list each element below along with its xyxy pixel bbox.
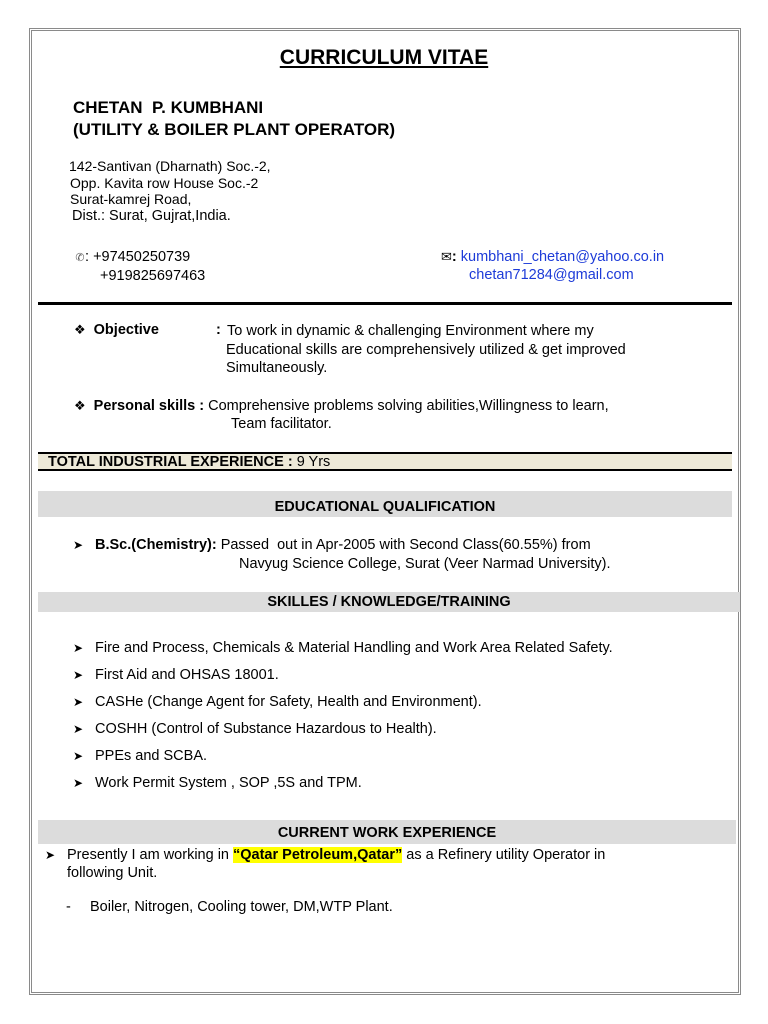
education-entry [73, 536, 591, 555]
arrow-bullet-icon: ➤ [73, 695, 84, 709]
address-line: Surat-kamrej Road, [70, 191, 192, 207]
current-work-role: as a Refinery utility Operator in [402, 847, 606, 863]
skill-text: CASHe (Change Agent for Safety, Health and Environment). [95, 694, 482, 710]
degree-name: B.Sc.(Chemistry): [95, 537, 217, 553]
skill-text: First Aid and OHSAS 18001. [95, 667, 279, 683]
envelope-icon: ✉ [441, 249, 452, 264]
total-experience-label-wrap [48, 454, 330, 470]
email-link-secondary[interactable]: chetan71284@gmail.com [469, 267, 634, 283]
personal-skills-row [74, 397, 609, 416]
diamond-bullet-icon: ❖ [74, 322, 86, 337]
current-work-intro [45, 846, 605, 865]
degree-details: Passed out in Apr-2005 with Second Class(60.55%) from [216, 537, 591, 553]
arrow-bullet-icon: ➤ [73, 668, 84, 682]
arrow-bullet-icon: ➤ [73, 722, 84, 736]
skills-heading: SKILLES / KNOWLEDGE/TRAINING [38, 592, 740, 612]
personal-skills-label: Personal skills [93, 398, 196, 414]
objective-line: Simultaneously. [226, 360, 328, 376]
current-work-intro-line2: following Unit. [67, 865, 158, 881]
document-title: CURRICULUM VITAE [279, 46, 489, 69]
skill-item [73, 775, 362, 791]
candidate-header [73, 97, 395, 141]
phone-number-secondary: +919825697463 [100, 268, 206, 284]
skill-item [73, 694, 482, 710]
skill-text: COSHH (Control of Substance Hazardous to Health). [95, 721, 437, 737]
current-work-heading: CURRENT WORK EXPERIENCE [38, 820, 736, 844]
arrow-bullet-icon: ➤ [73, 641, 84, 655]
current-work-text: Presently I am working in [67, 847, 234, 863]
arrow-bullet-icon: ➤ [73, 776, 84, 790]
dash-bullet: - [66, 899, 71, 915]
total-experience-value: 9 Yrs [296, 454, 331, 470]
objective-text [227, 322, 626, 378]
email-link-primary[interactable]: kumbhani_chetan@yahoo.co.in [460, 249, 665, 265]
personal-skills-line: Comprehensive problems solving abilities,Willingness to learn, [208, 398, 609, 414]
skill-item [73, 748, 207, 764]
header-divider [38, 302, 732, 305]
skill-item [73, 640, 613, 656]
objective-colon-text: : [216, 322, 225, 338]
address-line: 142-Santivan (Dharnath) Soc.-2, [69, 158, 271, 174]
mobile-phone-icon: ✆ [75, 252, 85, 264]
personal-skills-colon: : [195, 398, 209, 414]
phone-block [75, 248, 205, 285]
objective-line: To work in dynamic & challenging Environment where my [227, 323, 594, 339]
degree-institution: Navyug Science College, Surat (Veer Narmad University). [239, 556, 611, 572]
personal-skills-line: Team facilitator. [231, 416, 332, 432]
objective-line: Educational skills are comprehensively utilized & get improved [226, 341, 626, 358]
objective-label-row [74, 322, 159, 338]
email-block [441, 248, 664, 284]
diamond-bullet-icon: ❖ [74, 398, 86, 413]
total-experience-bar [38, 452, 732, 471]
skill-item [73, 721, 437, 737]
phone-separator: : [85, 249, 94, 265]
objective-colon [216, 322, 225, 338]
education-heading: EDUCATIONAL QUALIFICATION [38, 491, 732, 517]
phone-number-primary: +97450250739 [93, 249, 191, 265]
skill-text: Work Permit System , SOP ,5S and TPM. [95, 775, 362, 791]
total-experience-label: TOTAL INDUSTRIAL EXPERIENCE : [48, 454, 297, 470]
email-separator: : [451, 249, 461, 265]
skill-text: Fire and Process, Chemicals & Material Handling and Work Area Related Safety. [95, 640, 613, 656]
arrow-bullet-icon: ➤ [73, 749, 84, 763]
unit-list-text: Boiler, Nitrogen, Cooling tower, DM,WTP Plant. [90, 899, 393, 915]
arrow-bullet-icon: ➤ [73, 538, 84, 552]
arrow-bullet-icon: ➤ [45, 848, 56, 862]
objective-label: Objective [93, 322, 159, 338]
unit-list-item [66, 898, 393, 917]
postal-address [69, 158, 271, 224]
skill-text: PPEs and SCBA. [95, 748, 208, 764]
candidate-name: CHETAN P. KUMBHANI [73, 98, 264, 117]
candidate-role: (UTILITY & BOILER PLANT OPERATOR) [73, 120, 396, 139]
skill-item [73, 667, 279, 683]
employer-name: “Qatar Petroleum,Qatar” [233, 847, 403, 863]
address-line: Opp. Kavita row House Soc.-2 [70, 174, 259, 191]
address-line: Dist.: Surat, Gujrat,India. [72, 207, 231, 224]
